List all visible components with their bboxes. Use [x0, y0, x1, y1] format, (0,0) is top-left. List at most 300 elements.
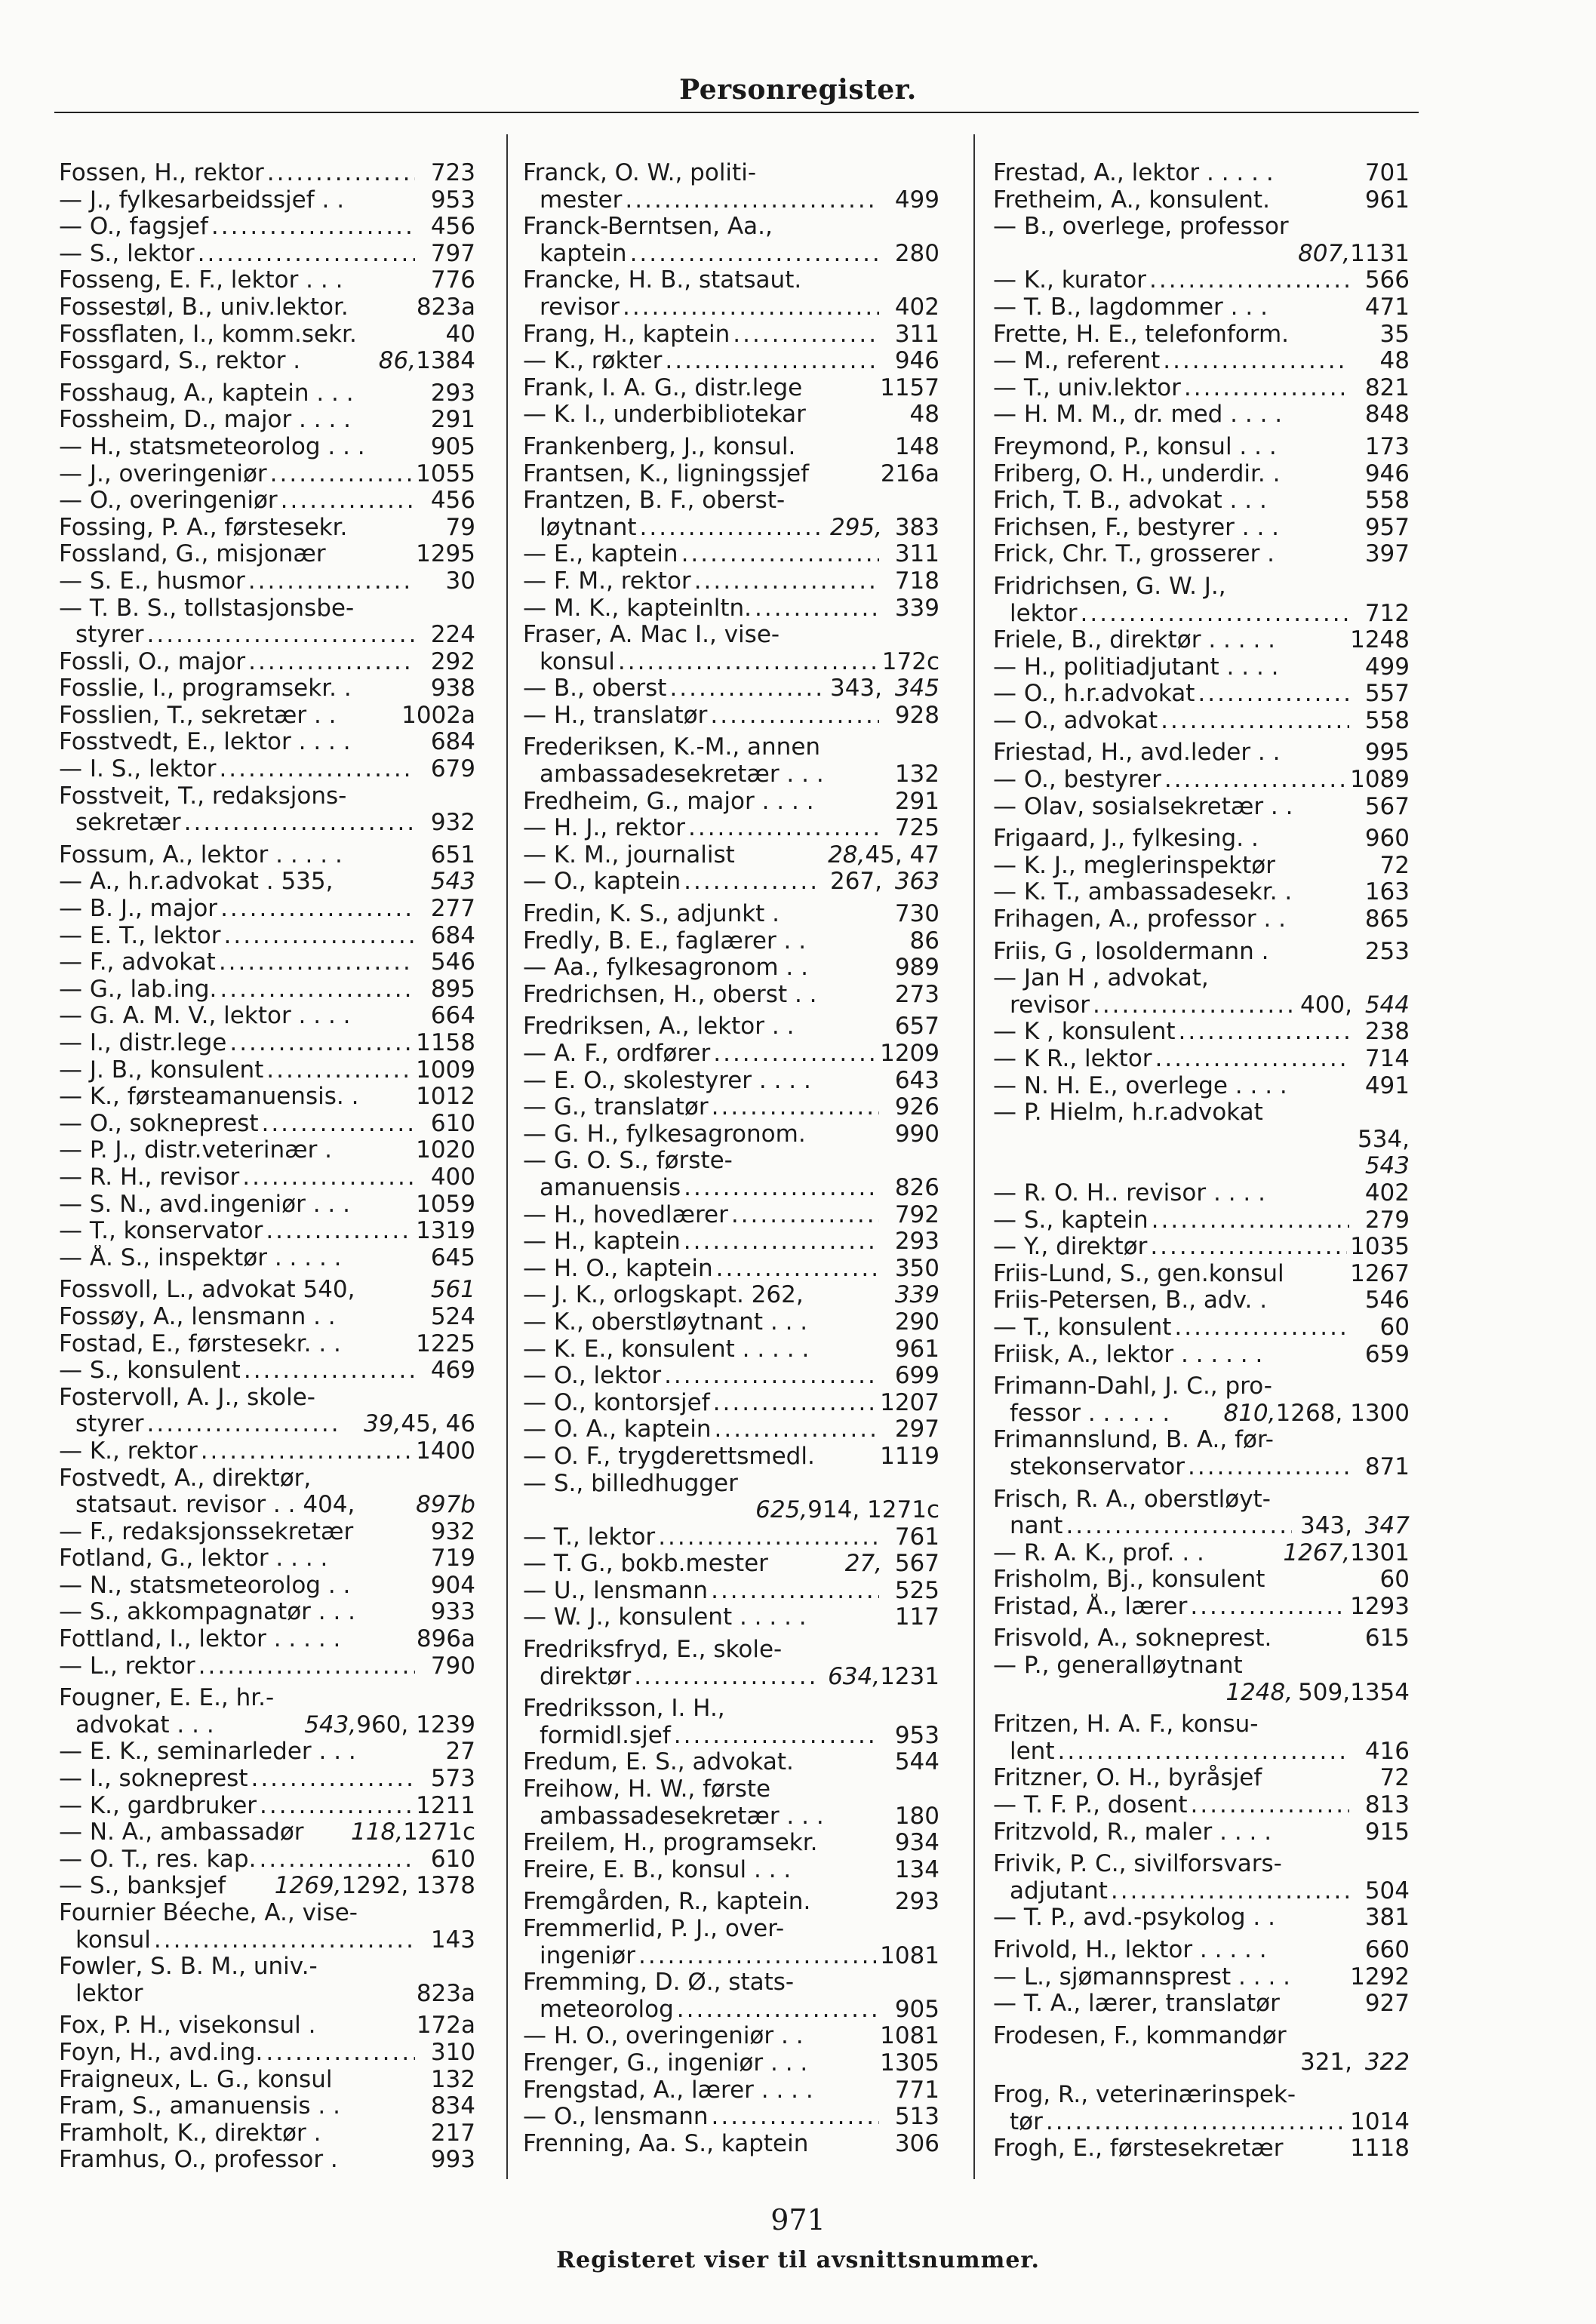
entry-text: Fox, P. H., visekonsul .	[59, 2012, 316, 2040]
entry-ref: 238	[1364, 1019, 1410, 1046]
register-entry	[523, 595, 939, 622]
entry-ref: 926	[894, 1094, 939, 1121]
entry-ref: 960, 1239	[356, 1711, 475, 1738]
entry-ref: 45, 46	[401, 1411, 475, 1438]
entry-text: konsul	[75, 1926, 151, 1954]
dot-leader	[201, 1438, 413, 1465]
register-entry	[993, 2109, 1410, 2136]
entry-ref: 279	[1364, 1207, 1410, 1234]
entry-text: Frog, R., veterinærinspek-	[993, 2081, 1296, 2108]
entry-text: revisor	[540, 294, 620, 321]
entry-text: — O., lensmann	[523, 2104, 709, 2131]
entry-ref: 797	[430, 240, 475, 267]
entry-text: Fotland, G., lektor . . . .	[59, 1545, 328, 1572]
register-entry	[59, 1465, 475, 1492]
entry-text: ambassadesekretær . . .	[540, 761, 824, 788]
entry-ref-italic: 634,	[828, 1663, 881, 1690]
entry-ref: 30	[445, 567, 475, 595]
entry-text: — O., fagsjef	[59, 214, 208, 241]
dot-leader	[229, 1030, 413, 1057]
entry-text: — T. G., bokb.mester	[523, 1551, 768, 1578]
entry-ref-italic: 897b	[416, 1492, 475, 1519]
entry-ref: 848	[1364, 401, 1410, 429]
dot-leader	[266, 1057, 413, 1084]
register-entry	[59, 1766, 475, 1793]
register-entry	[59, 1385, 475, 1412]
entry-text: Fossli, O., major	[59, 648, 246, 675]
register-entry	[59, 241, 475, 268]
entry-text: — R. H., revisor	[59, 1164, 240, 1191]
entry-text: — E. K., seminarleder . . .	[59, 1738, 356, 1766]
register-entry	[59, 675, 475, 702]
register-entry	[59, 1137, 475, 1164]
register-entry	[993, 1046, 1410, 1073]
register-entry	[993, 1287, 1410, 1314]
entry-text: Fritzen, H. A. F., konsu-	[993, 1711, 1259, 1738]
dot-leader	[1046, 2109, 1347, 2136]
dot-leader	[710, 702, 879, 730]
entry-ref: 557	[1364, 681, 1410, 708]
register-entry	[523, 461, 939, 488]
entry-text: — I., sokneprest	[59, 1766, 248, 1793]
entry-ref: 993	[430, 2147, 475, 2174]
entry-text: Francke, H. B., statsaut.	[523, 267, 802, 294]
register-entry	[523, 954, 939, 982]
entry-ref: 60	[1379, 1566, 1410, 1594]
entry-ref: 790	[430, 1652, 475, 1680]
entry-ref: 350	[894, 1255, 939, 1282]
entry-ref-italic: 339	[894, 1282, 939, 1309]
register-entry	[523, 788, 939, 816]
register-entry	[523, 1363, 939, 1390]
entry-text: Friis-Lund, S., gen.konsul	[993, 1260, 1284, 1287]
entry-ref: 290	[894, 1308, 939, 1336]
entry-text: — S., banksjef	[59, 1873, 226, 1900]
register-entry	[993, 992, 1410, 1019]
entry-ref: 1268, 1300	[1275, 1400, 1410, 1427]
entry-ref: 567	[1364, 793, 1410, 820]
entry-text: Fredin, K. S., adjunkt .	[523, 901, 780, 928]
entry-text: — M., referent	[993, 348, 1161, 375]
dot-leader	[630, 241, 879, 268]
entry-ref: 1012	[416, 1084, 475, 1111]
entry-text: — B., oberst	[523, 675, 667, 702]
dot-leader	[694, 568, 879, 595]
entry-text: — K R., lektor	[993, 1046, 1152, 1072]
entry-ref-italic: 543	[430, 868, 475, 896]
register-entry	[993, 2049, 1410, 2077]
entry-text: — G. O. S., første-	[523, 1148, 733, 1175]
dot-leader	[669, 675, 822, 702]
entry-ref: 1384	[416, 348, 475, 375]
entry-ref: 1295	[416, 541, 475, 568]
entry-text: — K. T., ambassadesekr. .	[993, 879, 1293, 906]
register-entry	[993, 2082, 1410, 2109]
entry-text: — H., kaptein	[523, 1228, 681, 1256]
entry-ref: 402	[894, 294, 939, 321]
entry-ref: 821	[1364, 374, 1410, 401]
register-entry	[993, 601, 1410, 628]
entry-ref: 1292	[1350, 1963, 1410, 1990]
dot-leader	[248, 649, 415, 676]
register-entry	[993, 1819, 1410, 1846]
register-entry	[59, 1084, 475, 1111]
entry-ref: 1271c	[403, 1819, 475, 1846]
register-entry	[993, 1652, 1410, 1680]
entry-text: Fosseng, E. F., lektor . . .	[59, 267, 343, 294]
entry-text: — F., redaksjonssekretær	[59, 1518, 354, 1545]
register-entry	[523, 868, 939, 896]
register-entry	[993, 1153, 1410, 1180]
register-entry	[59, 407, 475, 434]
entry-text: — K., gardbruker	[59, 1792, 257, 1819]
entry-text: Frestad, A., lektor . . . . .	[993, 160, 1274, 186]
register-entry	[59, 595, 475, 622]
entry-text: Frisch, R. A., oberstløyt-	[993, 1486, 1271, 1513]
entry-ref: 277	[430, 896, 475, 923]
entry-text: — H. O., kaptein	[523, 1255, 713, 1282]
register-entry	[993, 461, 1410, 488]
register-entry	[523, 541, 939, 568]
entry-ref: 961	[894, 1336, 939, 1363]
entry-ref: 989	[894, 954, 939, 982]
register-entry	[523, 1969, 939, 1997]
entry-text: Fraser, A. Mac I., vise-	[523, 622, 780, 649]
entry-ref: 180	[894, 1803, 939, 1830]
register-entry	[523, 1282, 939, 1309]
entry-ref: 383	[894, 514, 939, 541]
register-entry	[993, 241, 1410, 268]
entry-ref: 834	[430, 2093, 475, 2120]
register-entry	[523, 842, 939, 869]
entry-text: nant	[1010, 1513, 1063, 1540]
register-entry	[993, 2023, 1410, 2050]
register-entry	[993, 187, 1410, 214]
entry-text: — O. T., res. kap.	[59, 1846, 257, 1873]
dot-leader	[242, 1164, 415, 1191]
register-entry	[59, 294, 475, 321]
dot-leader	[755, 595, 879, 622]
dot-leader	[684, 1175, 879, 1202]
register-entry	[523, 702, 939, 730]
entry-text: Frihagen, A., professor . .	[993, 906, 1287, 933]
entry-text: — H. M. M., dr. med . . . .	[993, 401, 1283, 429]
entry-text: Fosslien, T., sekretær . .	[59, 702, 337, 729]
register-entry	[59, 1057, 475, 1084]
register-entry	[59, 1572, 475, 1600]
entry-text: Fowler, S. B. M., univ.-	[59, 1954, 318, 1981]
dot-leader	[266, 2040, 415, 2067]
register-entry	[523, 1309, 939, 1336]
entry-text: — F., advokat	[59, 949, 216, 976]
entry-text: statsaut. revisor . . 404,	[75, 1492, 355, 1519]
register-entry	[993, 515, 1410, 542]
register-entry	[59, 1331, 475, 1358]
register-entry	[59, 842, 475, 869]
register-entry	[59, 702, 475, 730]
entry-ref: 273	[894, 981, 939, 1008]
register-entry	[523, 515, 939, 542]
entry-ref: 932	[430, 1518, 475, 1545]
entry-text: — S. N., avd.ingeniør . . .	[59, 1191, 350, 1218]
dot-leader	[712, 1094, 879, 1121]
register-entry	[993, 1851, 1410, 1878]
register-entry	[59, 1900, 475, 1927]
entry-ref: 132	[894, 761, 939, 788]
entry-ref: 904	[430, 1572, 475, 1599]
entry-text: Fossgard, S., rektor .	[59, 348, 301, 375]
register-entry	[993, 1937, 1410, 1964]
entry-ref: 456	[430, 214, 475, 241]
dot-leader	[198, 241, 415, 268]
register-entry	[523, 1148, 939, 1175]
register-entry	[993, 1566, 1410, 1594]
dot-leader	[665, 348, 879, 375]
entry-ref-italic: 28,	[828, 841, 866, 868]
entry-text: Fritzvold, R., maler . . . .	[993, 1818, 1272, 1846]
dot-leader	[198, 1653, 415, 1680]
dot-leader	[220, 976, 415, 1004]
register-entry	[993, 1594, 1410, 1621]
entry-ref-italic: 807,	[1298, 240, 1351, 267]
register-entry	[523, 1749, 939, 1776]
dot-leader	[638, 1943, 877, 1970]
register-entry	[59, 434, 475, 461]
entry-text: — H., hovedlærer	[523, 1201, 728, 1228]
register-entry	[59, 923, 475, 950]
dot-leader	[260, 1793, 413, 1820]
register-entry	[523, 1889, 939, 1916]
register-entry	[523, 294, 939, 321]
register-entry	[59, 267, 475, 294]
entry-text: Frisvold, A., sokneprest.	[993, 1625, 1272, 1652]
entry-text: kaptein	[540, 240, 627, 267]
register-entry	[993, 1792, 1410, 1819]
entry-text: — E. O., skolestyrer . . . .	[523, 1067, 811, 1094]
page-number: 971	[770, 2203, 826, 2236]
entry-text: — S., lektor	[59, 240, 195, 267]
register-entry	[993, 1711, 1410, 1738]
entry-text: — K., oberstløytnant . . .	[523, 1308, 808, 1336]
register-entry	[993, 573, 1410, 601]
register-entry	[993, 294, 1410, 321]
entry-text: Fossheim, D., major . . . .	[59, 407, 352, 434]
entry-text: Fremgården, R., kaptein.	[523, 1889, 811, 1916]
entry-ref: 40	[445, 321, 475, 348]
dot-leader	[266, 1218, 413, 1245]
dot-leader	[147, 622, 415, 649]
entry-ref: 172c	[881, 648, 939, 675]
register-entry	[993, 1099, 1410, 1127]
entry-text: — P. Hielm, h.r.advokat	[993, 1099, 1263, 1127]
entry-ref: 1009	[416, 1056, 475, 1084]
register-entry	[59, 1030, 475, 1057]
entry-text: — E. T., lektor	[59, 922, 221, 949]
entry-ref-italic: 810,	[1223, 1400, 1276, 1427]
dot-leader	[1190, 1792, 1349, 1819]
entry-text: Friisk, A., lektor . . . . . .	[993, 1341, 1263, 1368]
register-entry	[59, 1003, 475, 1030]
register-entry	[59, 461, 475, 488]
entry-ref: 513	[894, 2104, 939, 2131]
register-entry	[993, 1261, 1410, 1288]
entry-ref-italic: 1267,	[1283, 1539, 1351, 1566]
entry-ref: 723	[430, 160, 475, 186]
register-entry	[59, 2147, 475, 2174]
entry-text: Frich, T. B., advokat . . .	[993, 487, 1267, 515]
header-rule	[54, 112, 1419, 113]
entry-ref-italic: 347	[1364, 1513, 1410, 1540]
entry-text: ingeniør	[540, 1942, 635, 1969]
entry-text: Freilem, H., programsekr.	[523, 1830, 818, 1857]
entry-text: Friis, G , losoldermann .	[993, 938, 1269, 965]
entry-ref: 953	[894, 1722, 939, 1749]
register-entry	[523, 734, 939, 761]
entry-ref: 27	[445, 1738, 475, 1766]
entry-ref: 504	[1364, 1877, 1410, 1904]
dot-leader	[1174, 1314, 1349, 1342]
register-entry	[993, 1427, 1410, 1454]
entry-ref: 957	[1364, 514, 1410, 541]
dot-leader	[184, 810, 415, 837]
dot-leader	[154, 1927, 415, 1954]
register-entry	[523, 1997, 939, 2024]
register-entry	[993, 1180, 1410, 1207]
entry-ref: 400	[430, 1164, 475, 1191]
entry-ref: 310	[430, 2039, 475, 2066]
register-entry	[523, 1228, 939, 1256]
entry-text: — T. A., lærer, translatør	[993, 1990, 1280, 2018]
entry-ref: 895	[430, 976, 475, 1003]
entry-text: — P., generalløytnant	[993, 1652, 1243, 1680]
entry-text: Frisholm, Bj., konsulent	[993, 1566, 1265, 1594]
entry-ref: 718	[894, 567, 939, 595]
register-entry	[523, 2131, 939, 2158]
dot-leader	[248, 568, 415, 595]
entry-text: formidl.sjef	[540, 1722, 671, 1749]
entry-ref: 823a	[416, 1980, 475, 2007]
entry-text: — G. H., fylkesagronom.	[523, 1120, 806, 1148]
register-entry	[993, 794, 1410, 821]
dot-leader	[1155, 1046, 1349, 1073]
entry-ref: 172a	[416, 2012, 475, 2040]
entry-ref-italic: 118,	[351, 1819, 404, 1846]
entry-text: Friis-Petersen, B., adv. .	[993, 1287, 1268, 1314]
entry-ref: 72	[1379, 1765, 1410, 1792]
entry-text: — A. F., ordfører	[523, 1041, 711, 1067]
register-entry	[993, 1486, 1410, 1514]
entry-text: — O., overingeniør	[59, 487, 278, 515]
entry-ref: 173	[1364, 433, 1410, 460]
entry-text: Fredriksson, I. H.,	[523, 1695, 725, 1723]
entry-ref-italic: 544	[1364, 991, 1410, 1019]
entry-ref: 938	[430, 675, 475, 702]
entry-ref: 915	[1364, 1818, 1410, 1846]
entry-ref: 86	[909, 927, 939, 954]
entry-text: Frick, Chr. T., grosserer .	[993, 541, 1275, 568]
entry-text: Frodesen, F., kommandør	[993, 2022, 1287, 2049]
entry-text: Frank, I. A. G., distr.lege	[523, 374, 803, 401]
entry-text: Frengstad, A., lærer . . . .	[523, 2077, 813, 2104]
entry-text: — T., lektor	[523, 1523, 656, 1551]
entry-text: Frang, H., kaptein	[523, 321, 730, 348]
entry-text: — O., sokneprest	[59, 1110, 259, 1137]
entry-ref: 1267	[1350, 1260, 1410, 1287]
entry-text: fessor . . . . . .	[1010, 1400, 1170, 1427]
entry-ref: 927	[1364, 1990, 1410, 2018]
entry-ref: 491	[1364, 1072, 1410, 1099]
dot-leader	[681, 541, 879, 568]
register-entry	[59, 160, 475, 187]
register-column-2	[523, 160, 939, 2157]
entry-ref: 471	[1364, 294, 1410, 321]
entry-text: Fredriksfryd, E., skole-	[523, 1637, 783, 1664]
register-entry	[59, 1626, 475, 1653]
entry-text: lektor	[75, 1980, 143, 2007]
register-entry	[523, 241, 939, 268]
entry-text: — Å. S., inspektør . . . . .	[59, 1244, 342, 1271]
dot-leader	[1188, 1454, 1349, 1481]
entry-text: — O., h.r.advokat	[993, 681, 1195, 708]
dot-leader	[1111, 1878, 1349, 1905]
entry-ref: 499	[1364, 653, 1410, 681]
entry-ref: 402	[1364, 1179, 1410, 1207]
entry-text: — N. A., ambassadør	[59, 1819, 304, 1846]
entry-text: Fossflaten, I., komm.sekr.	[59, 321, 357, 348]
register-entry	[523, 901, 939, 928]
register-entry	[993, 434, 1410, 461]
entry-text: Framhus, O., professor .	[59, 2147, 338, 2174]
register-entry	[59, 1653, 475, 1680]
entry-text: — S., konsulent	[59, 1357, 241, 1385]
entry-ref: 306	[894, 2130, 939, 2157]
entry-ref: 1119	[880, 1443, 939, 1470]
entry-ref: 224	[430, 622, 475, 649]
entry-ref: 905	[430, 433, 475, 460]
entry-text: — K. M., journalist	[523, 841, 735, 868]
entry-text: ambassadesekretær . . .	[540, 1803, 824, 1830]
entry-text: — W. J., konsulent . . . . .	[523, 1604, 807, 1631]
dot-leader	[618, 649, 879, 676]
entry-text: Freihow, H. W., første	[523, 1776, 771, 1803]
register-entry	[59, 896, 475, 923]
entry-ref: 253	[1364, 938, 1410, 965]
register-entry	[993, 1207, 1410, 1234]
entry-ref: 534,	[1357, 1126, 1410, 1153]
register-entry	[993, 2135, 1410, 2163]
entry-text: — M. K., kapteinltn.	[523, 595, 752, 622]
entry-text: — S., kaptein	[993, 1207, 1149, 1234]
register-entry	[993, 1738, 1410, 1766]
register-entry	[993, 1540, 1410, 1567]
entry-ref: 610	[430, 1110, 475, 1137]
register-entry	[59, 1277, 475, 1304]
page-title: Personregister.	[679, 74, 917, 106]
entry-text: Frimannslund, B. A., før-	[993, 1427, 1274, 1454]
entry-text: — U., lensmann	[523, 1577, 709, 1604]
entry-ref-italic: 345	[894, 675, 939, 702]
register-entry	[523, 1637, 939, 1664]
entry-ref-italic: 543,	[304, 1711, 357, 1738]
entry-ref: 134	[894, 1856, 939, 1883]
entry-text: meteorolog	[540, 1996, 674, 2023]
entry-text: Fosstveit, T., redaksjons-	[59, 782, 347, 810]
entry-text: — Y., direktør	[993, 1234, 1148, 1261]
entry-text: — N. H. E., overlege . . . .	[993, 1072, 1287, 1099]
entry-text: Framholt, K., direktør .	[59, 2120, 321, 2147]
entry-text: Foyn, H., avd.ing.	[59, 2039, 263, 2066]
register-entry	[59, 348, 475, 375]
